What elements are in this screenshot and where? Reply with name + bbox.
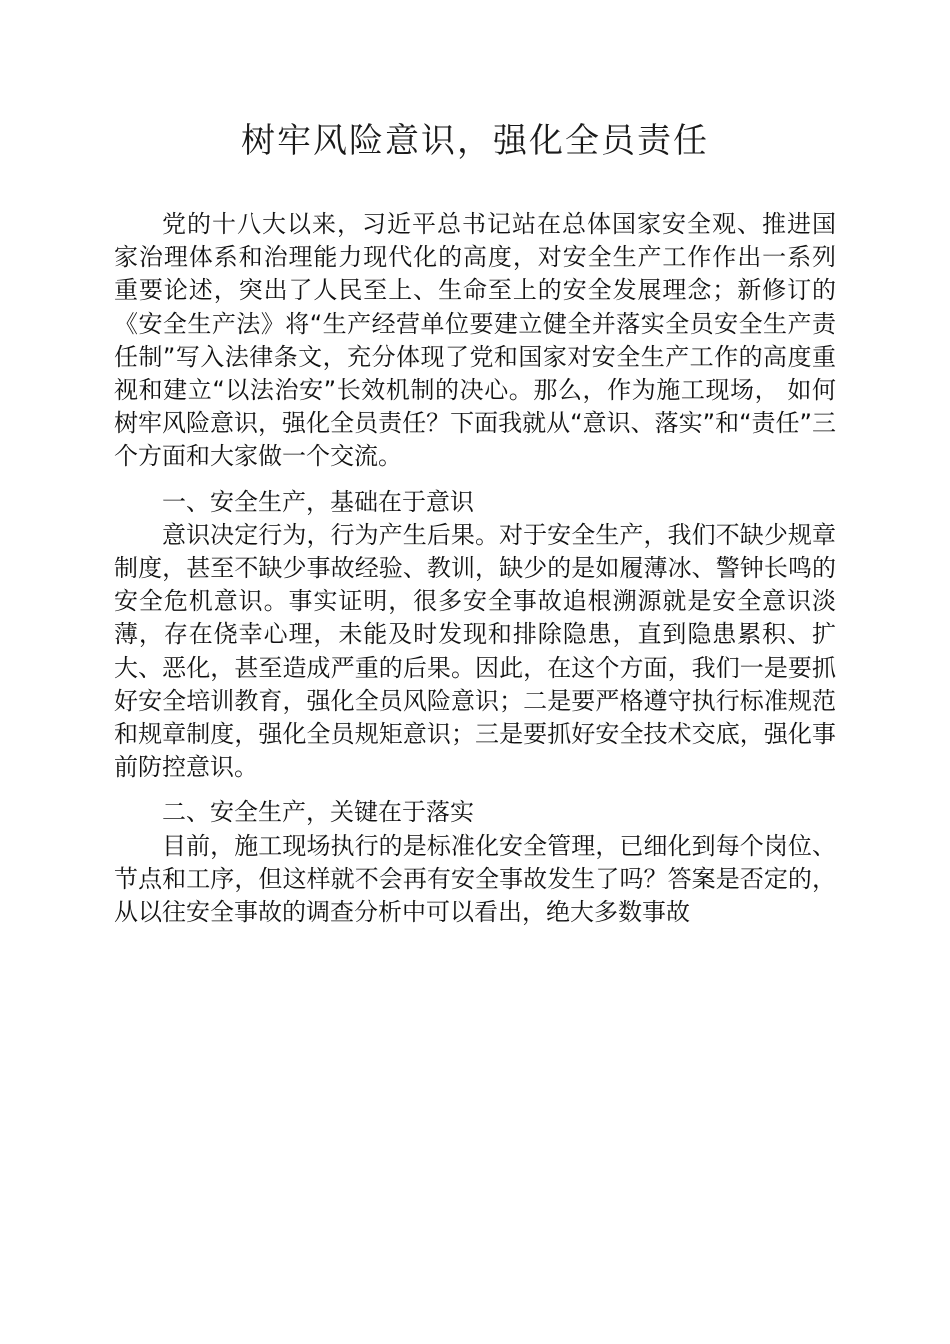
intro-paragraph: 党的十八大以来，习近平总书记站在总体国家安全观、推进国 家治理体系和治理能力现代化的高度，对安全生产工作作出一系列 重要论述，突出了人民至上、生命至上的安全发展理念；新修订的《安全生产法》将“生产经营单位要建立健全并落实全员安全生产责任制”写入法律条文，充分体现了党和国家对安全生产工作的高度重视和建立“以法治安”长效机制的决心。那么，作为施工现场， 如何树牢风险意识，强化全员责任？下面我就从“意识、落实”和“责任”三个方面和大家做一个交流。 bbox=[114, 210, 836, 471]
awareness-paragraph: 意识决定行为，行为产生后果。对于安全生产，我们不缺少规章制度，甚至不缺少事故经验、教训，缺少的是如履薄冰、警钟长鸣的安全危机意识。事实证明，很多安全事故追根溯源就是安全意识淡薄，存在侥幸心理，未能及时发现和排除隐患，直到隐患累积、扩大、恶化，甚至造成严重的后果。因此，在这个方面，我们一是要抓好安全培训教育，强化全员风险意识；二是要严格遵守执行标准规范和规章制度，强化全员规矩意识；三是要抓好安全技术交底，强化事前防控意识。 bbox=[114, 520, 836, 782]
section-heading-awareness: 一、安全生产，基础在于意识 bbox=[162, 487, 474, 516]
implementation-paragraph: 目前，施工现场执行的是标准化安全管理，已细化到每个岗位、节点和工序，但这样就不会再有安全事故发生了吗？答案是否定的，从以往安全事故的调查分析中可以看出，绝大多数事故 bbox=[114, 831, 836, 927]
document-body bbox=[114, 208, 836, 929]
document-title: 树牢风险意识，强化全员责任 bbox=[241, 121, 709, 161]
section-heading-implementation: 二、安全生产，关键在于落实 bbox=[162, 798, 474, 827]
